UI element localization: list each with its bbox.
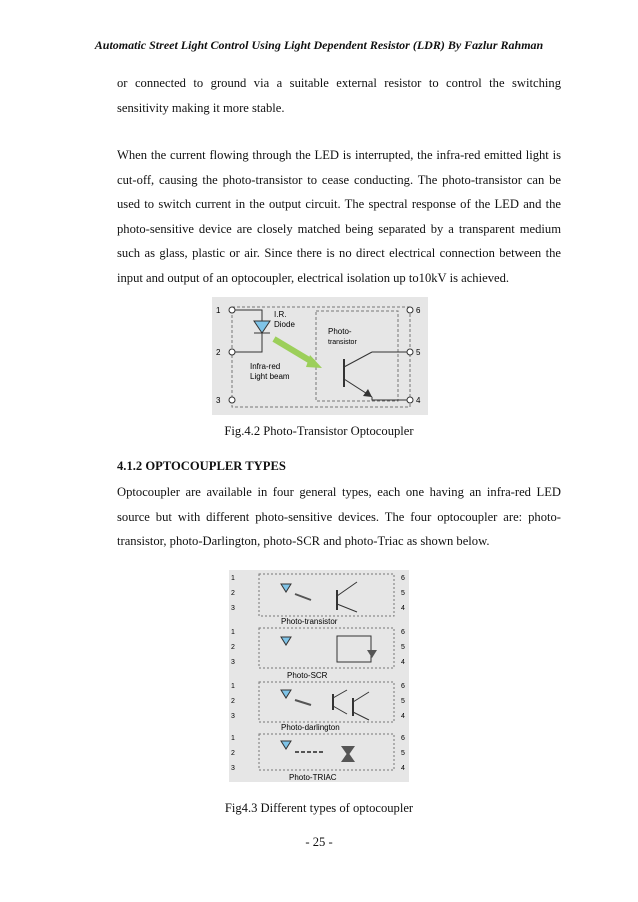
photo-transistor-diagram — [212, 297, 428, 415]
svg-text:5: 5 — [401, 644, 405, 651]
panel-photo-darlington — [231, 682, 405, 732]
svg-text:4: 4 — [401, 713, 405, 720]
diode-label: I.R. — [274, 310, 287, 319]
svg-text:6: 6 — [401, 575, 405, 582]
pin-6-label: 6 — [416, 306, 421, 315]
svg-text:1: 1 — [231, 735, 235, 742]
svg-text:3: 3 — [231, 713, 235, 720]
svg-text:6: 6 — [401, 629, 405, 636]
paragraph-continuation: or connected to ground via a suitable external resistor to control the switching sensitivity making it more stable. — [117, 76, 561, 115]
figure-caption: Fig.4.2 Photo-Transistor Optocoupler — [224, 424, 414, 438]
pin-2-label: 2 — [216, 348, 221, 357]
paragraph-led-interruption: When the current flowing through the LED is interrupted, the infra-red emitted light is cut-off, causing the photo-transistor to cease conducting. The photo-transistor can be used to switch current in the output circuit. The spectral response of the LED and the photo-sensitive device are closely matched being separated by a transparent medium such as glass, plastic or air. Since there is no direct electrical connection between the input and output of an optocoupler, electrical isolation up to10kV is achieved. — [117, 148, 561, 285]
panel-label: Photo-TRIAC — [289, 773, 337, 782]
svg-text:4: 4 — [401, 765, 405, 772]
figure-photo-transistor-optocoupler — [212, 297, 428, 415]
paragraph-optocoupler-types: Optocoupler are available in four general types, each one having an infra-red LED source but with different photo-sensitive devices. The four optocoupler are: photo-transistor, photo-Darlington, photo-SCR and photo-Triac as shown below. — [117, 485, 561, 549]
optocoupler-types-diagram — [229, 570, 409, 782]
svg-text:5: 5 — [401, 590, 405, 597]
svg-text:2: 2 — [231, 644, 235, 651]
svg-text:1: 1 — [231, 575, 235, 582]
svg-text:1: 1 — [231, 629, 235, 636]
pin-3-label: 3 — [216, 396, 221, 405]
beam-label: Infra-red — [250, 362, 281, 371]
figure-caption: Fig4.3 Different types of optocoupler — [224, 801, 414, 815]
svg-text:6: 6 — [401, 683, 405, 690]
svg-text:4: 4 — [401, 659, 405, 666]
section-heading: 4.1.2 OPTOCOUPLER TYPES — [117, 459, 286, 473]
svg-text:1: 1 — [231, 683, 235, 690]
beam-label-2: Light beam — [250, 372, 290, 381]
transistor-label-2: transistor — [328, 339, 357, 346]
svg-text:3: 3 — [231, 659, 235, 666]
svg-text:5: 5 — [401, 750, 405, 757]
page-number: - 25 - — [305, 835, 333, 849]
svg-text:2: 2 — [231, 590, 235, 597]
pin-1-label: 1 — [216, 306, 221, 315]
pin-5-label: 5 — [416, 348, 421, 357]
svg-text:2: 2 — [231, 750, 235, 757]
svg-text:3: 3 — [231, 765, 235, 772]
panel-label: Photo-darlington — [281, 723, 340, 732]
running-header: Automatic Street Light Control Using Light Dependent Resistor (LDR) By Fazlur Rahman — [94, 38, 544, 52]
panel-photo-transistor — [231, 574, 405, 626]
pin-4-label: 4 — [416, 396, 421, 405]
ir-diode-icon — [254, 321, 270, 333]
svg-text:3: 3 — [231, 605, 235, 612]
transistor-label: Photo- — [328, 327, 352, 336]
figure-optocoupler-types — [229, 570, 409, 782]
svg-text:6: 6 — [401, 735, 405, 742]
panel-photo-triac — [231, 734, 405, 782]
panel-photo-scr — [231, 628, 405, 680]
svg-text:4: 4 — [401, 605, 405, 612]
svg-text:5: 5 — [401, 698, 405, 705]
panel-label: Photo-SCR — [287, 671, 328, 680]
svg-text:2: 2 — [231, 698, 235, 705]
infrared-beam-arrow — [274, 339, 314, 363]
diode-label-2: Diode — [274, 320, 295, 329]
panel-label: Photo-transistor — [281, 617, 338, 626]
